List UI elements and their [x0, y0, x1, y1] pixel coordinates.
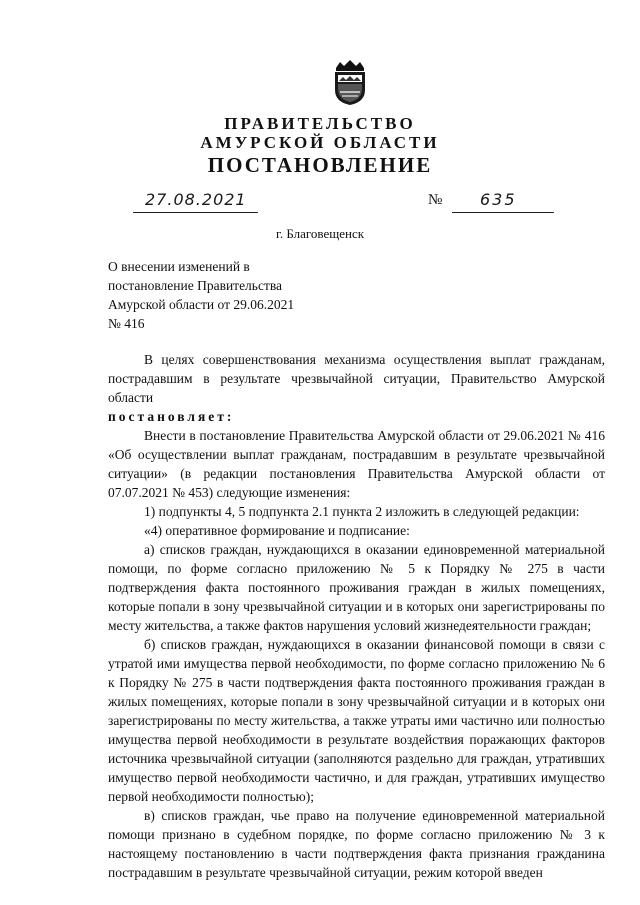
document-date: 27.08.2021 — [145, 190, 247, 209]
subject-line: № 416 — [108, 316, 145, 331]
preamble-paragraph: В целях совершенствования механизма осуществления выплат гражданам, пострадавшим в результате чрезвычайной ситуации, Правительство Амурской области — [108, 352, 605, 405]
document-type: ПОСТАНОВЛЕНИЕ — [207, 153, 433, 177]
number-field — [452, 190, 554, 213]
document-subject — [108, 257, 408, 333]
org-name-line2: АМУРСКОЙ ОБЛАСТИ — [200, 133, 440, 152]
subject-line: постановление Правительства — [108, 278, 283, 293]
number-label: № — [428, 192, 443, 208]
decree-word — [108, 407, 605, 426]
coat-of-arms-icon — [330, 58, 370, 106]
paragraph: Внести в постановление Правительства Амурской области от 29.06.2021 № 416 «Об осуществлении выплат гражданам, пострадавшим в результате чрезвычайной ситуации» (в редакции постановления Правительства Амурской области от 07.07.2021 № 453) следующие изменения: — [108, 428, 605, 500]
paragraph: 1) подпункты 4, 5 подпункта 2.1 пункта 2 изложить в следующей редакции: — [144, 504, 580, 519]
date-field — [133, 190, 258, 213]
subject-line: Амурской области от 29.06.2021 — [108, 297, 295, 312]
paragraph: б) списков граждан, нуждающихся в оказании финансовой помощи в связи с утратой ими имущества первой необходимости, по форме согласно приложению № 6 к Порядку № 275 в части подтверждения факта постоянного проживания граждан в жилых помещениях, которые попали в зону чрезвычайной ситуации и в которых они зарегистрированы по месту жительства, а также утраты ими частично или полностью имущества первой необходимости в результате воздействия поражающих факторов источника чрезвычайной ситуации (заполняются раздельно для граждан, утративших имущество первой необходимости частично, и для граждан, утративших имущество первой необходимости полностью); — [108, 637, 605, 804]
document-body — [108, 350, 605, 882]
document-number: 635 — [480, 190, 517, 209]
paragraph: а) списков граждан, нуждающихся в оказании единовременной материальной помощи, по форме согласно приложению № 5 к Порядку № 275 в части подтверждения факта постоянного проживания граждан в жилых помещениях, которые попали в зону чрезвычайной ситуации и в которых они зарегистрированы по месту жительства, а также фактов нарушения условий жизнедеятельности граждан; — [108, 542, 605, 633]
subject-line: О внесении изменений в — [108, 259, 250, 274]
paragraph: «4) оперативное формирование и подписание: — [144, 523, 410, 538]
org-name-line1: ПРАВИТЕЛЬСТВО — [224, 114, 416, 133]
paragraph: в) списков граждан, чье право на получение единовременной материальной помощи признано в судебном порядке, по форме согласно приложению № 3 к настоящему постановлению в части подтверждения факта признания гражданина пострадавшим в результате чрезвычайной ситуации, режим которой введен — [108, 808, 605, 880]
decree-word-text: постановляет: — [108, 409, 235, 424]
city: г. Благовещенск — [275, 226, 365, 241]
